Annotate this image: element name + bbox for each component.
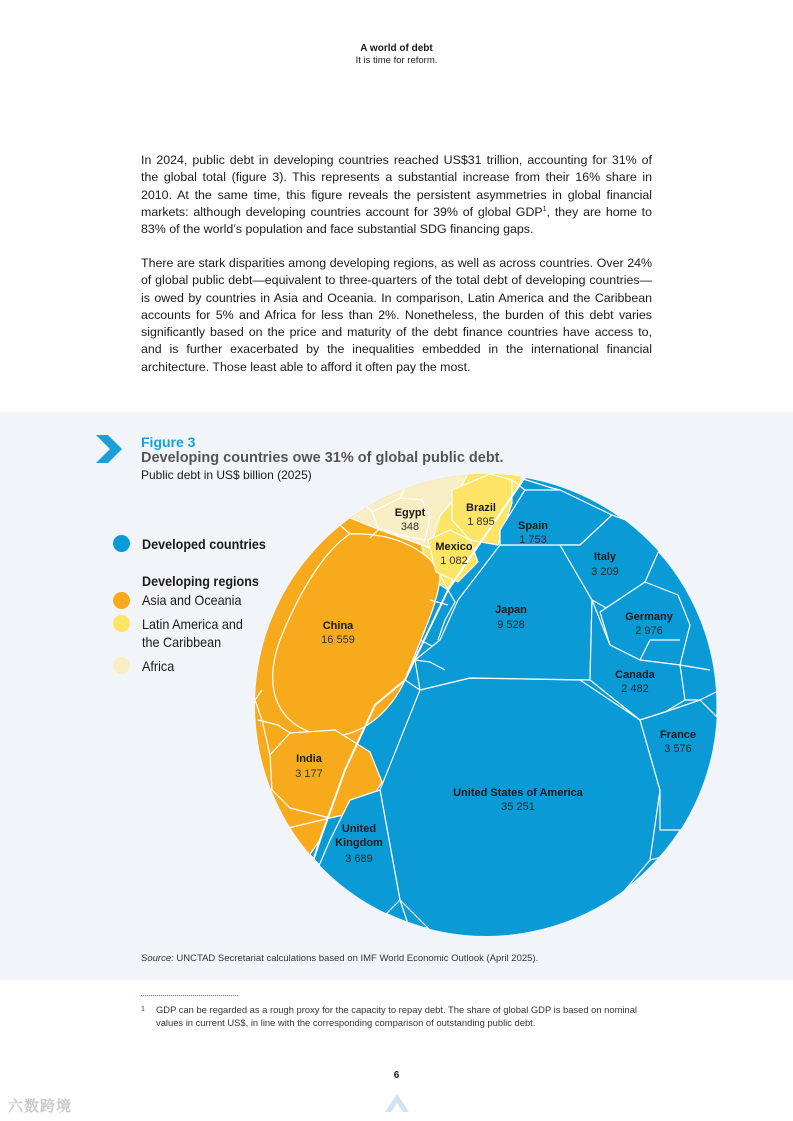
watermark-text: 六数跨境 (8, 1098, 73, 1115)
label-spain-name: Spain (518, 520, 548, 532)
source-text: UNCTAD Secretariat calculations based on IMF World Economic Outlook (April 2025). (173, 953, 539, 964)
label-china-name: China (322, 620, 354, 632)
label-brazil-name: Brazil (466, 502, 496, 514)
label-brazil-value: 1 895 (467, 516, 495, 528)
footnote-divider (141, 995, 238, 996)
header-subtitle: It is time for reform. (355, 55, 438, 66)
label-china-value: 16 559 (321, 634, 355, 646)
label-mexico-value: 1 082 (440, 555, 468, 567)
legend-developed: Developed countries (142, 536, 266, 552)
legend-latam-line1: Latin America and (142, 616, 243, 632)
legend-africa: Africa (142, 658, 175, 674)
header-title: A world of debt (360, 43, 433, 54)
label-egypt-name: Egypt (394, 507, 426, 519)
label-italy-value: 3 209 (591, 566, 619, 578)
figure-label: Figure 3 (141, 434, 196, 450)
label-mexico-name: Mexico (435, 541, 473, 553)
label-germany-value: 2 976 (635, 625, 663, 637)
label-india-name: India (296, 753, 322, 765)
watermark (8, 1095, 72, 1116)
label-india-value: 3 177 (295, 768, 323, 780)
label-usa-name: United States of America (453, 787, 583, 799)
label-spain-value: 1 753 (519, 534, 547, 546)
label-uk-name-line2: Kingdom (335, 837, 383, 849)
paragraph-2-text: There are stark disparities among developing regions, as well as across countries. Over 24% of global public debt—equivalent to three-quarters of the total debt of developing countries—is owed by countries in Asia and Oceania. In comparison, Latin America and the Caribbean accounts for 5% and Africa for less than 2%. Nonetheless, the burden of this debt varies significantly based on the price and maturity of the debt finance countries have access to, and is further exacerbated by the inequalities embedded in the international financial architecture. Those least able to afford it often pay the most. (141, 256, 652, 374)
label-canada-name: Canada (615, 669, 655, 681)
cell-united-states (380, 678, 660, 960)
page-number: 6 (393, 1070, 400, 1081)
label-germany-name: Germany (625, 611, 673, 623)
figure-title: Developing countries owe 31% of global public debt. (141, 450, 504, 466)
footnote (141, 1004, 661, 1029)
label-uk-name-line1: United (341, 823, 377, 835)
legend-developing-heading: Developing regions (142, 573, 259, 589)
footnote-number: 1 (141, 1006, 145, 1013)
label-france-name: France (659, 729, 697, 741)
footnote-text: GDP can be regarded as a rough proxy for the capacity to repay debt. The share of global GDP is based on nominal values in current US$, in line with the corresponding comparison of outstanding public debt. (156, 1004, 638, 1028)
label-egypt-value: 348 (400, 521, 420, 533)
paragraph-1-text-b: , they are home to 83% of the world’s population and face substantial SDG financing gaps. (141, 204, 653, 237)
label-canada-value: 2 482 (621, 683, 649, 695)
footnote-ref[interactable]: 1 (542, 205, 547, 213)
legend-latam-line2: the Caribbean (142, 634, 222, 650)
label-japan-name: Japan (495, 604, 527, 616)
legend-asia: Asia and Oceania (142, 592, 242, 608)
label-japan-value: 9 528 (497, 619, 525, 631)
source-label: Source: (141, 953, 174, 964)
figure-source (141, 953, 538, 964)
figure-subtitle: Public debt in US$ billion (2025) (141, 468, 312, 482)
label-italy-name: Italy (593, 551, 617, 563)
label-usa-value: 35 251 (501, 801, 535, 813)
unctad-logo-icon (384, 1090, 410, 1114)
paragraph-1-text-a: In 2024, public debt in developing countries reached US$31 trillion, accounting for 31% of the global total (figure 3). This represents a substantial increase from their 16% share in 2010. At the same time, this figure reveals the persistent asymmetries in global financial markets: although developing countries account for 39% of global GDP (141, 153, 652, 219)
label-france-value: 3 576 (664, 743, 692, 755)
label-uk-value: 3 689 (345, 853, 373, 865)
